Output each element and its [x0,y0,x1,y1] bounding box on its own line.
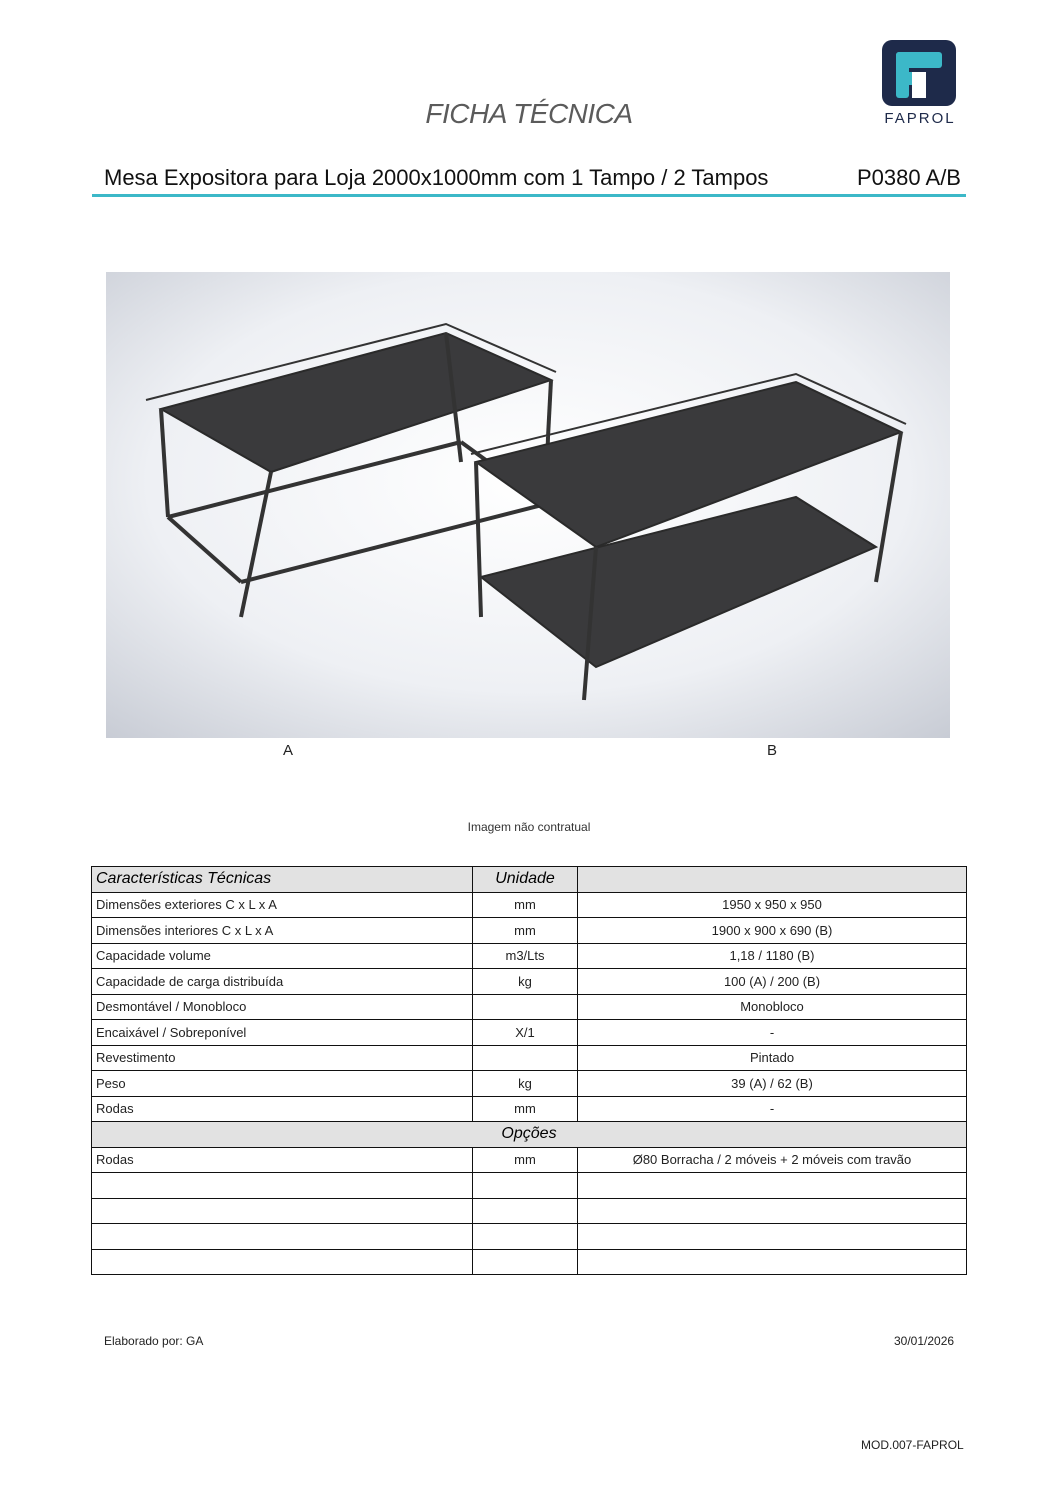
header-unit: Unidade [473,867,578,893]
spec-value: - [578,1096,967,1122]
spec-value: 1900 x 900 x 690 (B) [578,918,967,944]
option-unit [473,1173,578,1199]
spec-name: Dimensões interiores C x L x A [92,918,473,944]
spec-value: Monobloco [578,994,967,1020]
spec-unit: mm [473,892,578,918]
spec-name: Desmontável / Monobloco [92,994,473,1020]
spec-value: 1950 x 950 x 950 [578,892,967,918]
spec-name: Encaixável / Sobreponível [92,1020,473,1046]
product-render-image [106,272,950,738]
options-section-row [92,1122,967,1148]
spec-name: Revestimento [92,1045,473,1071]
header-characteristics: Características Técnicas [92,867,473,893]
made-by-label: Elaborado por: GA [104,1334,204,1348]
spec-value: Pintado [578,1045,967,1071]
spec-value: 1,18 / 1180 (B) [578,943,967,969]
document-title: FICHA TÉCNICA [425,98,633,129]
option-value [578,1198,967,1224]
image-disclaimer: Imagem não contratual [467,820,591,834]
option-value [578,1224,967,1250]
option-name [92,1198,473,1224]
technical-specs-table [91,866,967,1275]
table-row [92,1224,967,1250]
table-row [92,943,967,969]
table-row [92,1020,967,1046]
table-row [92,1249,967,1275]
variant-label-a: A [283,742,294,759]
spec-value: - [578,1020,967,1046]
spec-unit [473,994,578,1020]
product-title: Mesa Expositora para Loja 2000x1000mm com 1 Tampo / 2 Tampos [104,165,769,190]
spec-unit: kg [473,1071,578,1097]
logo-text: FAPROL [884,110,956,127]
table-row [92,1147,967,1173]
spec-unit: X/1 [473,1020,578,1046]
spec-value: 100 (A) / 200 (B) [578,969,967,995]
spec-name: Capacidade volume [92,943,473,969]
option-value: Ø80 Borracha / 2 móveis + 2 móveis com travão [578,1147,967,1173]
spec-value: 39 (A) / 62 (B) [578,1071,967,1097]
variant-label-b: B [767,742,778,759]
table-row [92,892,967,918]
table-row [92,918,967,944]
option-name [92,1173,473,1199]
spec-name: Rodas [92,1096,473,1122]
table-row [92,969,967,995]
spec-unit: mm [473,918,578,944]
table-row [92,1071,967,1097]
option-value [578,1249,967,1275]
product-code: P0380 A/B [857,165,961,190]
option-name [92,1249,473,1275]
spec-unit: kg [473,969,578,995]
table-header-row [92,867,967,893]
spec-name: Dimensões exteriores C x L x A [92,892,473,918]
option-name [92,1224,473,1250]
options-title: Opções [92,1122,967,1148]
option-unit [473,1249,578,1275]
spec-name: Capacidade de carga distribuída [92,969,473,995]
spec-name: Peso [92,1071,473,1097]
option-unit [473,1224,578,1250]
title-underline [92,194,966,197]
table-row [92,994,967,1020]
option-value [578,1173,967,1199]
faprol-logo [870,38,970,130]
table-row [92,1198,967,1224]
option-unit [473,1198,578,1224]
spec-unit: m3/Lts [473,943,578,969]
form-code: MOD.007-FAPROL [861,1438,964,1452]
table-row [92,1096,967,1122]
spec-unit [473,1045,578,1071]
option-unit: mm [473,1147,578,1173]
table-row [92,1045,967,1071]
option-name: Rodas [92,1147,473,1173]
header-value [578,867,967,893]
document-date: 30/01/2026 [894,1334,955,1348]
table-row [92,1173,967,1199]
spec-unit: mm [473,1096,578,1122]
